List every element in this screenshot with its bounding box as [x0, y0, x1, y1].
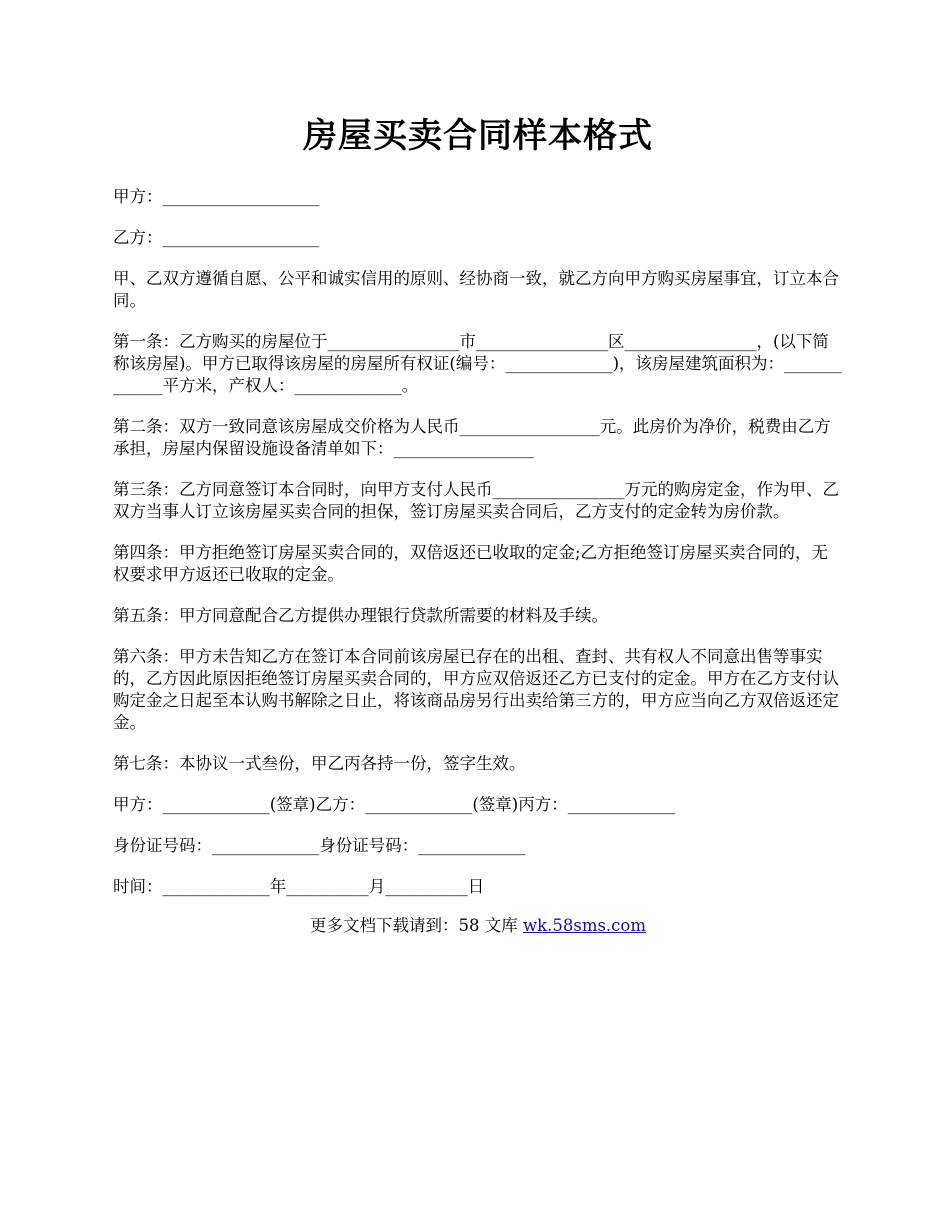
- download-footer: [113, 915, 843, 937]
- document-page: [113, 110, 843, 937]
- article-2: 第二条：双方一致同意该房屋成交价格为人民币_________________元。此房价为净价，税费由乙方承担，房屋内保留设施设备清单如下：_________________: [113, 417, 831, 458]
- party-a-line: 甲方：___________________: [113, 187, 320, 206]
- id-number-line: 身份证号码：_____________身份证号码：_____________: [113, 836, 526, 855]
- signature-line: 甲方：_____________(签章)乙方：_____________(签章)丙方：_____________: [113, 795, 675, 814]
- article-1: 第一条：乙方购买的房屋位于________________市________________区________________，(以下简称该房屋)。甲方已取得该房屋的房屋所有权证(编号：_____________)，该房屋建筑面积为：_____________平方米，产权人：_____________。: [113, 332, 842, 395]
- document-title: 房屋买卖合同样本格式: [303, 116, 653, 156]
- footer-link[interactable]: wk.58sms.com: [522, 916, 646, 935]
- article-3: 第三条：乙方同意签订本合同时，向甲方支付人民币________________万元的购房定金，作为甲、乙双方当事人订立该房屋买卖合同的担保，签订房屋买卖合同后，乙方支付的定金转为房价款。: [113, 480, 839, 521]
- article-6: 第六条：甲方未告知乙方在签订本合同前该房屋已存在的出租、查封、共有权人不同意出售等事实的，乙方因此原因拒绝签订房屋买卖合同的，甲方应双倍返还乙方已支付的定金。甲方在乙方支付认购定金之日起至本认购书解除之日止，将该商品房另行出卖给第三方的，甲方应当向乙方双倍返还定金。: [113, 647, 839, 732]
- party-b-line: 乙方：___________________: [113, 228, 320, 247]
- footer-prefix: 更多文档下载请到：58 文库: [309, 916, 523, 935]
- date-line: 时间：_____________年__________月__________日: [113, 877, 485, 896]
- article-5: 第五条：甲方同意配合乙方提供办理银行贷款所需要的材料及手续。: [113, 606, 608, 625]
- article-7: 第七条：本协议一式叁份，甲乙丙各持一份，签字生效。: [113, 754, 526, 773]
- article-4: 第四条：甲方拒绝签订房屋买卖合同的，双倍返还已收取的定金;乙方拒绝签订房屋买卖合同的，无权要求甲方返还已收取的定金。: [113, 543, 829, 584]
- preamble-paragraph: 甲、乙双方遵循自愿、公平和诚实信用的原则、经协商一致，就乙方向甲方购买房屋事宜，订立本合同。: [113, 269, 839, 310]
